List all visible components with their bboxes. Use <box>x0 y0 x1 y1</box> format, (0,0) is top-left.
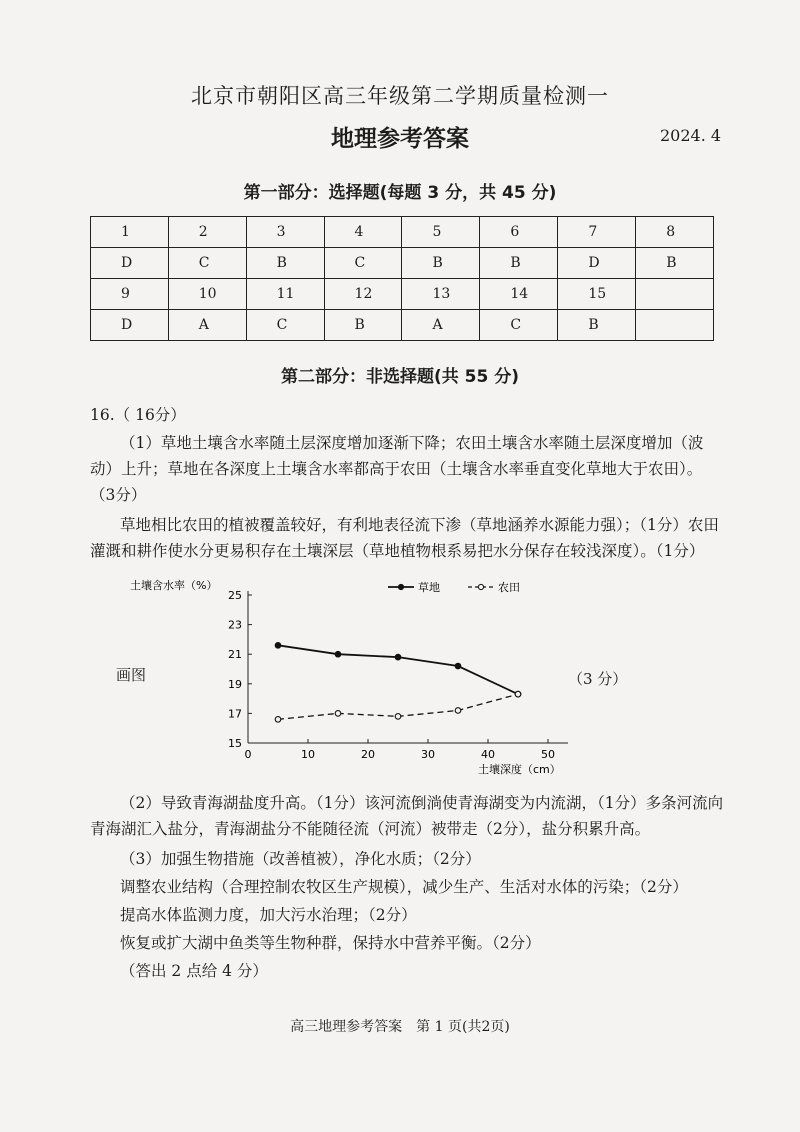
q16-p4-line1: （3）加强生物措施（改善植被），净化水质；（2分） <box>120 850 481 868</box>
table-cell: 15 <box>558 279 636 310</box>
table-cell: 7 <box>558 217 636 248</box>
data-point <box>395 654 401 660</box>
table-cell: 3 <box>246 217 324 248</box>
data-point <box>335 711 341 717</box>
table-cell: C <box>246 310 324 341</box>
table-cell: 1 <box>91 217 169 248</box>
table-cell: C <box>168 248 246 279</box>
table-cell: C <box>324 248 402 279</box>
legend-marker <box>478 584 483 589</box>
y-tick-label: 17 <box>228 707 242 721</box>
data-point <box>275 643 281 649</box>
y-tick-label: 25 <box>228 589 242 602</box>
exam-date: 2024. 4 <box>660 126 722 145</box>
q16-p2-line2: 灌溉和耕作使水分更易积存在土壤深层（草地植物根系易把水分保存在较浅深度）。（1分） <box>90 542 705 560</box>
q16-p4-line5: （答出 2 点给 4 分） <box>120 962 268 980</box>
x-tick-label: 0 <box>244 748 252 761</box>
q16-p1-line3: （3分） <box>90 486 147 504</box>
data-point <box>275 717 281 723</box>
x-axis-label: 土壤深度（cm） <box>478 763 561 776</box>
table-cell: A <box>402 310 480 341</box>
table-cell: 4 <box>324 217 402 248</box>
y-tick-label: 19 <box>228 677 242 691</box>
y-tick-label: 23 <box>228 618 242 632</box>
q16-p4-line3: 提高水体监测力度，加大污水治理；（2分） <box>120 906 417 924</box>
table-cell: D <box>91 310 169 341</box>
q16-p1-line2: 动）上升；草地在各深度上土壤含水率都高于农田（土壤含水率垂直变化草地大于农田）。 <box>90 460 703 478</box>
table-cell <box>636 279 714 310</box>
table-cell: 9 <box>91 279 169 310</box>
table-cell: B <box>636 248 714 279</box>
draw-score: （3 分） <box>568 670 628 688</box>
table-cell: B <box>558 310 636 341</box>
school-header: 北京市朝阳区高三年级第二学期质量检测一 <box>191 84 609 108</box>
draw-label: 画图 <box>116 666 147 684</box>
table-cell: A <box>168 310 246 341</box>
table-cell: C <box>480 310 558 341</box>
data-point <box>335 651 341 657</box>
q16-p3-line2: 青海湖汇入盐分，青海湖盐分不能随径流（河流）被带走（2分），盐分积累升高。 <box>90 820 651 838</box>
y-axis-label: 土壤含水率（%） <box>130 579 218 592</box>
data-point <box>455 708 461 714</box>
part1-heading: 第一部分：选择题(每题 3 分，共 45 分) <box>243 183 557 203</box>
q16-number: 16.（ 16分） <box>90 406 186 424</box>
q16-p4-line4: 恢复或扩大湖中鱼类等生物种群，保持水中营养平衡。（2分） <box>120 934 541 952</box>
table-cell: B <box>402 248 480 279</box>
q16-p3-line1: （2）导致青海湖盐度升高。（1分）该河流倒淌使青海湖变为内流湖，（1分）多条河流向 <box>120 794 724 812</box>
y-tick-label: 21 <box>228 648 242 662</box>
legend-label: 草地 <box>418 581 440 594</box>
page-footer: 高三地理参考答案 第 1 页(共2页) <box>290 1019 510 1035</box>
page-title: 地理参考答案 <box>331 126 469 152</box>
data-point <box>515 691 521 697</box>
table-cell: D <box>558 248 636 279</box>
table-row <box>91 248 714 279</box>
table-cell: D <box>91 248 169 279</box>
table-cell: 11 <box>246 279 324 310</box>
y-tick-label: 15 <box>228 737 242 750</box>
part2-heading: 第二部分：非选择题(共 55 分) <box>280 367 520 387</box>
table-row <box>91 217 714 248</box>
data-point <box>395 714 401 720</box>
table-row <box>91 310 714 341</box>
series-line-1 <box>278 645 518 694</box>
table-cell: 8 <box>636 217 714 248</box>
table-cell: B <box>324 310 402 341</box>
x-tick-label: 30 <box>421 748 435 761</box>
soil-moisture-chart <box>130 575 580 785</box>
x-tick-label: 40 <box>481 748 495 761</box>
legend-marker <box>398 584 403 589</box>
table-row <box>91 279 714 310</box>
table-cell: 12 <box>324 279 402 310</box>
table-cell: 13 <box>402 279 480 310</box>
x-tick-label: 20 <box>361 748 375 761</box>
table-cell: 6 <box>480 217 558 248</box>
answer-table <box>90 216 714 341</box>
table-cell: B <box>480 248 558 279</box>
table-cell: 14 <box>480 279 558 310</box>
x-tick-label: 50 <box>541 748 555 761</box>
table-cell: 10 <box>168 279 246 310</box>
q16-p4-line2: 调整农业结构（合理控制农牧区生产规模），减少生产、生活对水体的污染；（2分） <box>120 878 688 896</box>
table-cell: 5 <box>402 217 480 248</box>
legend-label: 农田 <box>498 581 520 594</box>
x-tick-label: 10 <box>301 748 315 761</box>
table-cell <box>636 310 714 341</box>
q16-p1-line1: （1）草地土壤含水率随土层深度增加逐渐下降；农田土壤含水率随土层深度增加（波 <box>120 434 704 452</box>
data-point <box>455 663 461 669</box>
q16-p2-line1: 草地相比农田的植被覆盖较好，有利地表径流下渗（草地涵养水源能力强）；（1分）农田 <box>120 516 719 534</box>
table-cell: 2 <box>168 217 246 248</box>
table-cell: B <box>246 248 324 279</box>
